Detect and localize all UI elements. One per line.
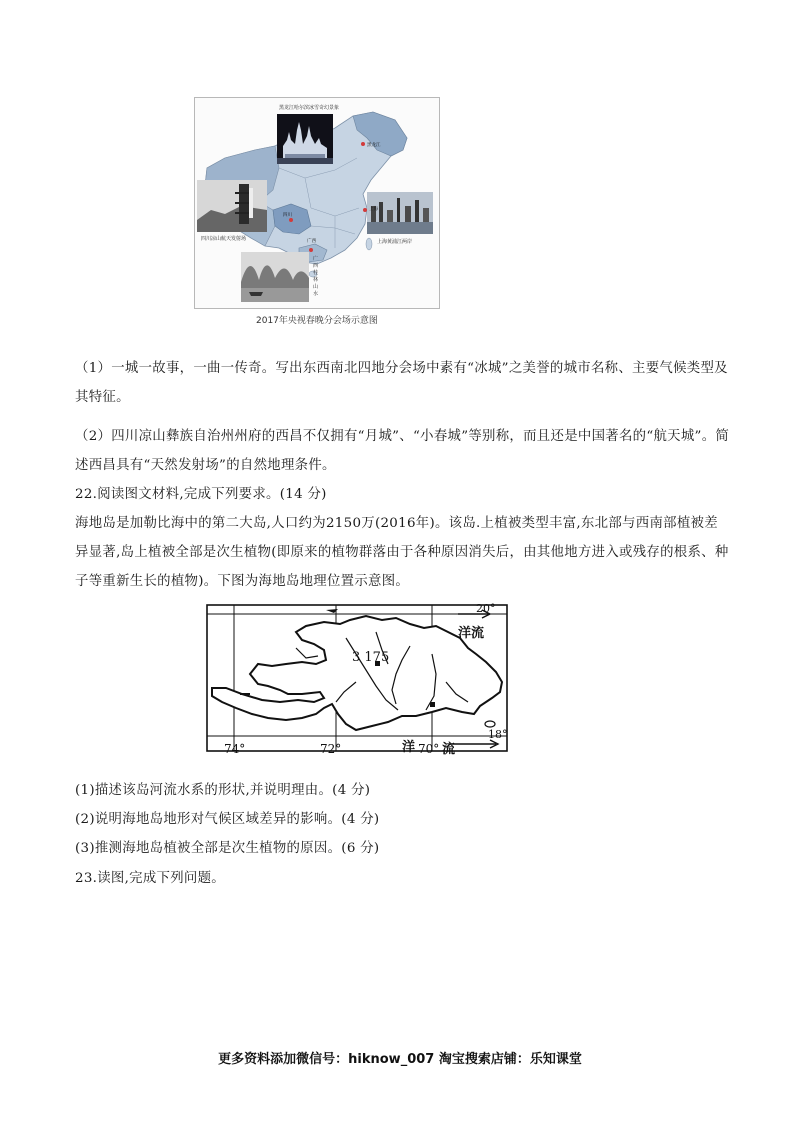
question-21-1: （1）一城一故事，一曲一传奇。写出东西南北四地分会场中素有“冰城”之美誉的城市名称、主要气候类型及其特征。 bbox=[75, 361, 728, 405]
page-footer: 更多资料添加微信号：hiknow_007 淘宝搜索店铺：乐知课堂 bbox=[218, 1052, 582, 1067]
xichang-photo bbox=[197, 180, 267, 232]
harbin-marker bbox=[361, 142, 365, 146]
question-21-2: （2）四川凉山彝族自治州州府的西昌不仅拥有“月城”、“小春城”等别称，而且还是中国著名的“航天城”。简述西昌具有“天然发射场”的自然地理条件。 bbox=[75, 429, 730, 473]
question-23-title: 23.读图,完成下列问题。 bbox=[75, 871, 225, 886]
hispaniola-map-figure bbox=[206, 604, 514, 756]
question-22-3: (3)推测海地岛植被全部是次生植物的原因。(6 分) bbox=[75, 841, 380, 856]
xichang-marker bbox=[289, 218, 293, 222]
question-22-2: (2)说明海地岛地形对气候区域差异的影响。(4 分) bbox=[75, 812, 380, 827]
peak-elevation-label: 3 175 bbox=[352, 650, 390, 665]
lon-74-label: 74° bbox=[224, 742, 246, 756]
current-label-bottom-1: 洋 bbox=[402, 740, 416, 755]
question-22-material: 海地岛是加勒比海中的第二大岛,人口约为2150万(2016年)。该岛.上植被类型丰富,东北部与西南部植被差异显著,岛上植被全部是次生植物(即原来的植物群落由于各种原因消失后，由其他地方进入或残存的根系、种子等重新生长的植物)。下图为海地岛地理位置示意图。 bbox=[75, 516, 729, 589]
lon-70-label: 70° bbox=[418, 742, 440, 756]
xichang-photo-label: 四川凉山航天发射场 bbox=[201, 236, 247, 242]
lon-72-label: 72° bbox=[320, 742, 342, 756]
shanghai-photo-label: 上海黄浦江两岸 bbox=[377, 239, 413, 245]
sichuan-label: 四川 bbox=[283, 213, 292, 218]
harbin-photo bbox=[277, 114, 333, 164]
city-marker bbox=[430, 702, 435, 707]
question-22-title: 22.阅读图文材料,完成下列要求。(14 分) bbox=[75, 487, 327, 502]
guangxi-label: 广西 bbox=[307, 239, 316, 244]
lat-20-label: 20° bbox=[476, 602, 496, 615]
islet-saona bbox=[485, 721, 495, 727]
shanghai-label: 上海 bbox=[369, 207, 378, 212]
chunwan-map-figure bbox=[194, 97, 440, 309]
heilongjiang-label: 黑龙江 bbox=[367, 143, 381, 148]
taiwan-island bbox=[366, 238, 372, 250]
figure1-caption: 2017年央视春晚分会场示意图 bbox=[256, 316, 378, 326]
lat-18-label: 18° bbox=[488, 728, 508, 741]
guilin-photo-label: 广西桂林山水 bbox=[313, 256, 319, 297]
guilin-photo bbox=[241, 252, 309, 302]
current-label-top: 洋流 bbox=[458, 626, 485, 641]
question-22-1: (1)描述该岛河流水系的形状,并说明理由。(4 分) bbox=[75, 783, 371, 798]
shanghai-photo bbox=[367, 192, 433, 234]
guilin-marker bbox=[309, 248, 313, 252]
harbin-photo-label: 黑龙江哈尔滨冰雪奇幻景象 bbox=[279, 105, 340, 111]
current-label-bottom-2: 流 bbox=[442, 742, 456, 757]
